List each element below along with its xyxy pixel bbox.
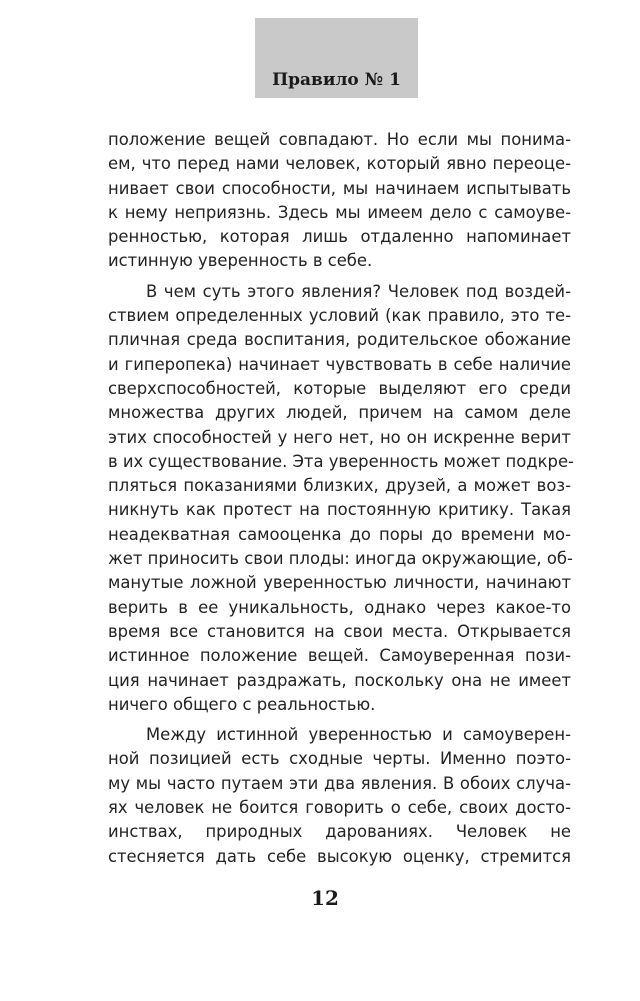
text-line: никнуть как протест на постоянную критику. Такая [108,500,571,520]
text-line: и гиперопека) начинает чувствовать в себе наличие [108,354,571,374]
text-line: Между истинной уверенностью и самоуверен- [146,725,571,745]
text-line: сверхспособностей, которые выделяют его среди [108,378,571,398]
text-line: в их существование. Эта уверенность может подкре- [108,451,574,471]
text-line: му мы часто путаем эти два явления. В обоих случа- [108,773,571,793]
body-text [108,128,574,869]
chapter-title: Правило № 1 [272,70,401,90]
text-line: инствах, природных дарованиях. Человек не [108,822,571,842]
text-line: верить в ее уникальность, однако через какое-то [108,597,571,617]
text-line: положение вещей совпадают. Но если мы понима- [108,130,571,149]
text-line: ция начинает раздражать, поскольку она не имеет [108,670,571,690]
text-line: пличная среда воспитания, родительское обожание [108,330,571,350]
text-line: истинное положение вещей. Самоуверенная пози- [108,646,571,666]
text-line: множества других людей, причем на самом деле [108,403,571,423]
chapter-header-box [255,18,418,98]
text-line: нивает свои способности, мы начинаем испытывать [108,178,571,198]
text-line: неадекватная самооценка до поры до времени мо- [108,524,571,544]
text-line: ной позицией есть сходные черты. Именно поэто- [108,749,571,769]
text-line: время все становится на свои места. Открывается [108,621,571,641]
text-line: ствием определенных условий (как правило, это те- [108,306,571,326]
text-line: ях человек не боится говорить о себе, своих досто- [108,798,571,818]
text-line: ем, что перед нами человек, который явно переоце- [108,154,571,174]
paragraph-1 [108,128,571,274]
paragraph-2 [108,280,574,717]
text-line: манутые ложной уверенностью личности, начинают [108,573,571,593]
text-line: истинную уверенность в себе. [108,251,373,271]
text-line: к нему неприязнь. Здесь мы имеем дело с самоуве- [108,202,571,222]
text-line: этих способностей у него нет, но он искренне верит [108,427,571,447]
text-line: ничего общего с реальностью. [108,694,376,714]
text-line: ренностью, которая лишь отдаленно напоминает [108,227,571,247]
text-line: пляться показаниями близких, друзей, а может воз- [108,476,571,496]
text-line: В чем суть этого явления? Человек под воздей- [146,281,571,301]
page-number: 12 [311,886,339,910]
text-line: жет приносить свои плоды: иногда окружающие, об- [108,549,573,569]
text-line: стесняется дать себе высокую оценку, стремится [108,846,571,866]
paragraph-3 [108,723,571,869]
